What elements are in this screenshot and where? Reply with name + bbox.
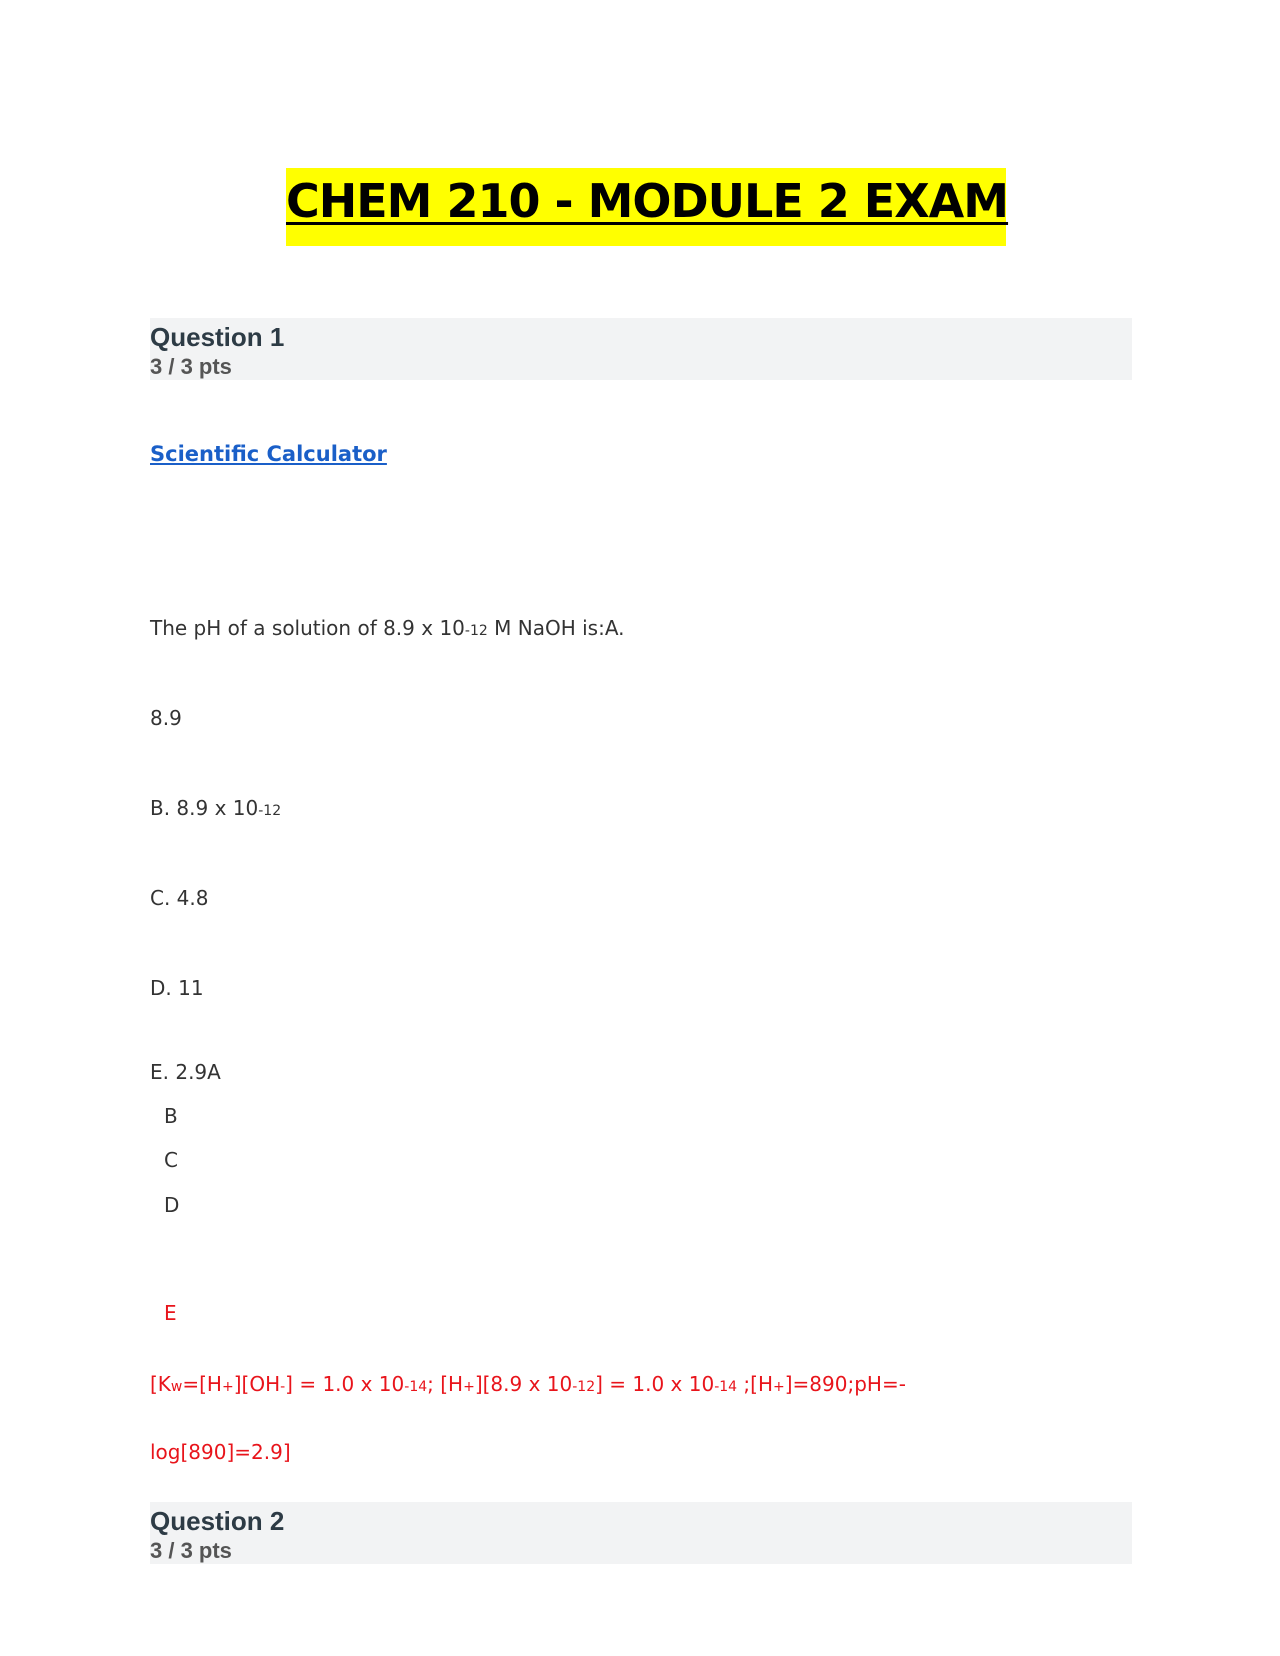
explanation-line-1 [150,1372,906,1396]
question-2-title: Question 2 [150,1506,285,1536]
answer-choice-d[interactable]: D [164,1193,180,1217]
exp-part: ] = 1.0 x 10 [595,1372,715,1396]
option-b-text: B. 8.9 x 10 [150,796,259,820]
exp-sub: - [280,1379,286,1395]
question-2-header [150,1502,1132,1564]
exp-part: [K [150,1372,171,1396]
exp-part: ]=890;pH=- [784,1372,906,1396]
exp-part: ][OH [233,1372,281,1396]
exp-sub: w [170,1379,183,1395]
prompt-text-b: M NaOH is:A. [487,616,625,640]
question-1-points: 3 / 3 pts [150,354,232,379]
exp-sub: + [773,1379,785,1395]
answer-choice-b[interactable]: B [164,1104,178,1128]
exp-sub: -14 [404,1379,428,1395]
question-1-header [150,318,1132,380]
answer-choice-c[interactable]: C [164,1148,178,1172]
question-2-points: 3 / 3 pts [150,1538,232,1563]
exp-part: ; [H [427,1372,464,1396]
exp-part: ] = 1.0 x 10 [285,1372,405,1396]
prompt-text-a: The pH of a solution of 8.9 x 10 [150,616,465,640]
option-b-exponent: -12 [258,803,282,819]
scientific-calculator-link[interactable]: Scientific Calculator [150,442,387,466]
exp-part: ;[H [737,1372,774,1396]
question-1-title: Question 1 [150,322,285,352]
explanation-line-2: log[890]=2.9] [150,1440,291,1464]
option-a: 8.9 [150,706,182,730]
option-d: D. 11 [150,976,204,1000]
exp-sub: + [221,1379,234,1395]
answer-choice-e-selected[interactable]: E [164,1301,177,1325]
option-b [150,796,281,820]
exp-sub: -14 [714,1379,738,1395]
exp-sub: + [463,1379,475,1395]
prompt-exponent: -12 [464,623,488,639]
question-1-prompt [150,616,625,640]
exp-sub: -12 [572,1379,596,1395]
title-highlight [286,168,1009,246]
option-c: C. 4.8 [150,886,209,910]
option-e: E. 2.9A [150,1060,221,1084]
exp-part: ][8.9 x 10 [474,1372,573,1396]
exp-part: =[H [182,1372,222,1396]
document-title: CHEM 210 - MODULE 2 EXAM [286,174,1009,228]
